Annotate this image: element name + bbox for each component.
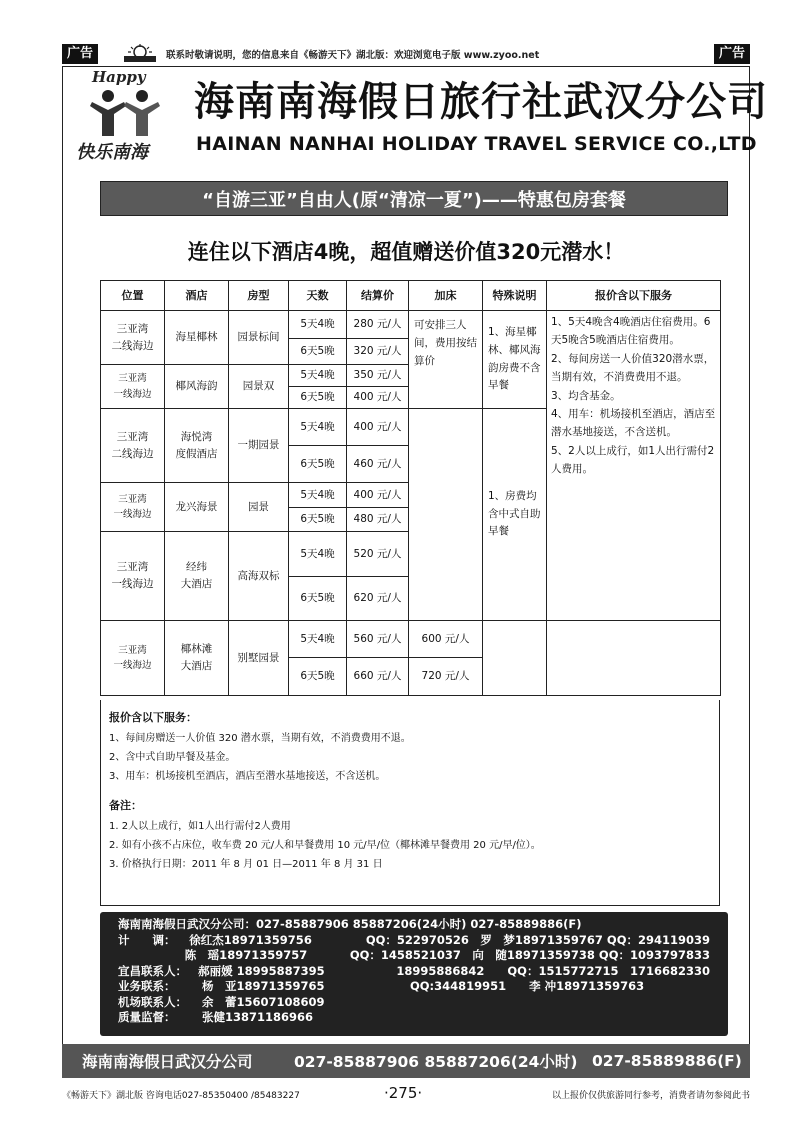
cell-price: 560 元/人 <box>347 621 409 658</box>
remark-item: 1. 2人以上成行，如1人出行需付2人费用 <box>109 820 291 832</box>
contact-label: 计 调： <box>118 932 176 947</box>
contact-label: 机场联系人： <box>118 994 187 1009</box>
happy-figures-icon <box>70 66 182 166</box>
contact-box <box>100 912 728 1036</box>
cell-days: 6天5晚 <box>289 387 347 409</box>
cell-room: 园景 <box>229 483 289 532</box>
page-number: ·275· <box>384 1084 423 1102</box>
cell-price: 320 元/人 <box>347 339 409 365</box>
contact-extra: 18995886842 QQ：1515772715 1716682330 <box>396 963 710 978</box>
cell-location: 三亚湾 二线海边 <box>101 409 165 483</box>
cell-room: 高海双标 <box>229 532 289 621</box>
package-banner: “自游三亚”自由人(原“清凉一夏”)——特惠包房套餐 <box>100 181 728 216</box>
col-header-special: 特殊说明 <box>483 281 547 311</box>
service-item: 3、均含基金。 <box>551 389 621 402</box>
cell-price: 400 元/人 <box>347 483 409 508</box>
cell-location: 三亚湾 一线海边 <box>101 483 165 532</box>
col-header-price: 结算价 <box>347 281 409 311</box>
cell-price: 620 元/人 <box>347 577 409 621</box>
cell-services-empty <box>547 621 721 696</box>
ad-tag-right: 广告 <box>714 44 750 64</box>
cell-location: 三亚湾 二线海边 <box>101 311 165 365</box>
cell-location: 三亚湾 一线海边 <box>101 365 165 409</box>
remarks-heading: 备注： <box>109 798 142 812</box>
strip-info-text: 联系时敬请说明，您的信息来自《畅游天下》湖北版：欢迎浏览电子版 www.zyoo.net <box>166 50 540 61</box>
bottom-contact-bar <box>62 1044 750 1078</box>
cell-days: 5天4晚 <box>289 483 347 508</box>
cell-location: 三亚湾 一线海边 <box>101 621 165 696</box>
table-header-row <box>101 281 721 311</box>
notes-heading: 报价含以下服务： <box>109 711 197 724</box>
company-name-en: HAINAN NANHAI HOLIDAY TRAVEL SERVICE CO.,LTD <box>196 133 757 155</box>
cell-days: 6天5晚 <box>289 339 347 365</box>
service-item: 2、每间房送一人价值320潜水票，当期有效，不消费费用不退。 <box>551 352 715 384</box>
contact-extra: QQ：522970526 罗 梦18971359767 QQ：294119039 <box>365 932 710 947</box>
ad-tag-left: 广告 <box>62 44 98 64</box>
service-item: 5、2人以上成行，如1人出行需付2人费用。 <box>551 444 715 475</box>
cell-extra-bed-empty <box>409 409 483 621</box>
notes-section <box>100 700 720 906</box>
contact-person: 陈 瑶18971359757 <box>184 948 308 962</box>
contact-person: 徐红杰18971359756 <box>189 932 312 947</box>
contact-office: 海南南海假日武汉分公司：027-85887906 85887206(24小时) 027-85889886(F) <box>118 917 582 931</box>
promo-headline: 连住以下酒店4晚，超值赠送价值320元潜水！ <box>187 240 625 264</box>
contact-label: 宜昌联系人： <box>118 963 187 978</box>
contact-extra: QQ：1458521037 向 随18971359738 QQ：1093797833 <box>349 948 710 962</box>
cell-days: 6天5晚 <box>289 658 347 696</box>
note-item: 1、每间房赠送一人价值 320 潜水票，当期有效，不消费费用不退。 <box>109 732 411 744</box>
cell-days: 5天4晚 <box>289 409 347 446</box>
cell-price: 280 元/人 <box>347 311 409 339</box>
contact-label: 质量监督： <box>118 1010 176 1024</box>
logo-happy-text: Happy <box>92 68 146 86</box>
top-strip <box>62 42 750 66</box>
cell-hotel: 经纬 大酒店 <box>165 532 229 621</box>
cell-price: 400 元/人 <box>347 409 409 446</box>
contact-extra: QQ:344819951 李 冲18971359763 <box>410 979 645 993</box>
cell-special-note-2: 1、房费均含中式自助早餐 <box>483 409 547 621</box>
service-item: 4、用车：机场接机至酒店，酒店至潜水基地接送，不含送机。 <box>551 407 716 439</box>
contact-label <box>118 948 185 964</box>
service-item: 1、5天4晚含4晚酒店住宿费用。6天5晚含5晚酒店住宿费用。 <box>551 316 711 347</box>
cell-special-empty <box>483 621 547 696</box>
cell-room: 园景标间 <box>229 311 289 365</box>
cell-hotel: 椰风海韵 <box>165 365 229 409</box>
company-name-cn: 海南南海假日旅行社武汉分公司 <box>194 79 768 125</box>
page-footer <box>62 1084 750 1104</box>
note-item: 2、含中式自助早餐及基金。 <box>109 751 236 763</box>
cell-price: 460 元/人 <box>347 446 409 483</box>
bottom-phones: 027-85887906 85887206(24小时) <box>294 1053 578 1071</box>
col-header-hotel: 酒店 <box>165 281 229 311</box>
cell-price: 350 元/人 <box>347 365 409 387</box>
bottom-fax: 027-85889886(F) <box>592 1052 742 1070</box>
cell-days: 6天5晚 <box>289 508 347 532</box>
cell-days: 5天4晚 <box>289 365 347 387</box>
contact-row <box>118 1010 710 1026</box>
cell-room: 园景双 <box>229 365 289 409</box>
cell-hotel: 海悦湾 度假酒店 <box>165 409 229 483</box>
cell-hotel: 椰林滩 大酒店 <box>165 621 229 696</box>
logo-script-text: 快乐南海 <box>76 142 148 163</box>
cell-days: 5天4晚 <box>289 621 347 658</box>
cell-hotel: 海星椰林 <box>165 311 229 365</box>
col-header-extra-bed: 加床 <box>409 281 483 311</box>
contact-row <box>118 979 710 995</box>
contact-row <box>118 964 710 980</box>
contact-row <box>118 933 710 949</box>
cell-room: 别墅园景 <box>229 621 289 696</box>
bottom-company-name: 海南南海假日武汉分公司 <box>82 1053 253 1071</box>
col-header-services: 报价含以下服务 <box>547 281 721 311</box>
cell-services <box>547 311 721 621</box>
cell-price: 660 元/人 <box>347 658 409 696</box>
cell-price: 400 元/人 <box>347 387 409 409</box>
cell-days: 5天4晚 <box>289 311 347 339</box>
cell-location: 三亚湾 一线海边 <box>101 532 165 621</box>
contact-person: 郝丽媛 18995887395 <box>198 963 325 978</box>
contact-row <box>118 948 710 964</box>
cell-room: 一期园景 <box>229 409 289 483</box>
footer-right: 以上报价仅供旅游同行参考，消费者请勿参阅此书 <box>551 1091 750 1101</box>
cell-days: 6天5晚 <box>289 577 347 621</box>
note-item: 3、用车：机场接机至酒店，酒店至潜水基地接送，不含送机。 <box>109 770 386 782</box>
footer-left: 《畅游天下》湖北版 咨询电话027-85350400 /85483227 <box>62 1091 300 1101</box>
cell-hotel: 龙兴海景 <box>165 483 229 532</box>
cell-days: 5天4晚 <box>289 532 347 577</box>
col-header-room: 房型 <box>229 281 289 311</box>
cell-extra-bed-price: 600 元/人 <box>409 621 483 658</box>
company-logo <box>70 66 182 166</box>
price-table <box>100 280 721 696</box>
cell-price: 520 元/人 <box>347 532 409 577</box>
cell-extra-bed-note: 可安排三人间，费用按结算价 <box>409 311 483 409</box>
table-row <box>101 311 721 339</box>
contact-label: 业务联系： <box>118 979 176 993</box>
magazine-logo-icon <box>120 44 160 62</box>
table-row <box>101 621 721 658</box>
contact-person: 张健13871186966 <box>202 1010 314 1024</box>
col-header-location: 位置 <box>101 281 165 311</box>
cell-special-note-1: 1、海星椰林、椰风海韵房费不含早餐 <box>483 311 547 409</box>
remark-item: 2. 如有小孩不占床位，收车费 20 元/人和早餐费用 10 元/早/位（椰林滩早餐费用 20 元/早/位）。 <box>109 839 541 851</box>
contact-person: 余 蕾15607108609 <box>202 994 325 1009</box>
contact-row <box>118 995 710 1011</box>
col-header-days: 天数 <box>289 281 347 311</box>
cell-days: 6天5晚 <box>289 446 347 483</box>
contact-person: 杨 亚18971359765 <box>202 979 325 993</box>
cell-price: 480 元/人 <box>347 508 409 532</box>
remark-item: 3. 价格执行日期：2011 年 8 月 01 日—2011 年 8 月 31 日 <box>109 858 383 870</box>
cell-extra-bed-price: 720 元/人 <box>409 658 483 696</box>
